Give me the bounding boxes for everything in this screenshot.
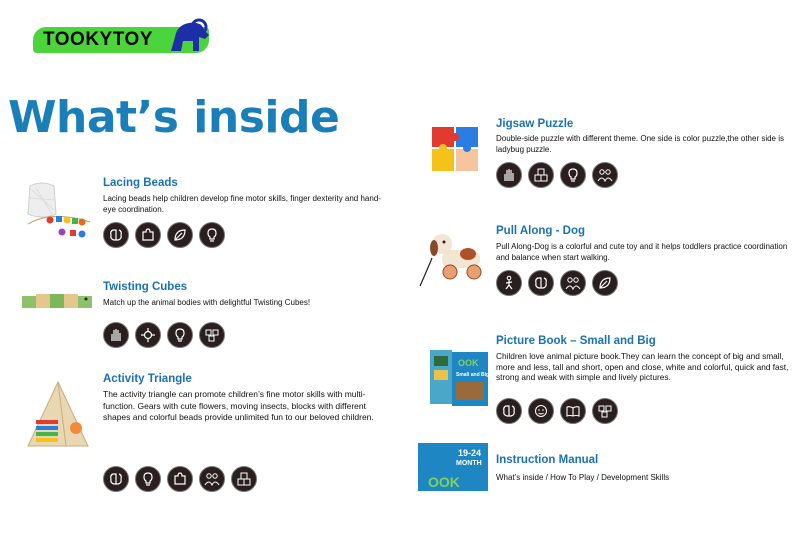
brain-icon xyxy=(496,398,522,424)
lightbulb-icon xyxy=(135,466,161,492)
lightbulb-icon xyxy=(560,162,586,188)
people-icon xyxy=(199,466,225,492)
brand-logo xyxy=(33,15,213,55)
gear-icon xyxy=(135,322,161,348)
people-icon xyxy=(560,270,586,296)
item-description: Double-side puzzle with different theme. One side is color puzzle,the other side is ladybug puzzle. xyxy=(496,134,785,154)
leaf-icon xyxy=(167,222,193,248)
item-title: Jigsaw Puzzle xyxy=(496,118,574,130)
skill-icons xyxy=(496,398,618,424)
book-cover-subtitle: Small and Big xyxy=(456,372,490,378)
hand-icon xyxy=(496,162,522,188)
item-title: Picture Book – Small and Big xyxy=(496,335,656,347)
item-description: Pull Along-Dog is a colorful and cute toy and it helps toddlers practice coordination and balance when start walking. xyxy=(496,242,788,262)
pull-along-dog-image xyxy=(418,228,488,288)
activity-triangle-image xyxy=(26,380,90,450)
leaf-icon xyxy=(592,270,618,296)
abc-icon xyxy=(592,398,618,424)
brain-icon xyxy=(103,466,129,492)
blocks-icon xyxy=(528,162,554,188)
lightbulb-icon xyxy=(199,222,225,248)
brain-icon xyxy=(103,222,129,248)
abc-icon xyxy=(199,322,225,348)
skill-icons xyxy=(103,466,257,492)
blocks-icon xyxy=(231,466,257,492)
book-cover-brand: OOK xyxy=(458,358,479,368)
lacing-beads-image xyxy=(22,180,94,240)
item-description: The activity triangle can promote children’s fine motor skills with multi-function. Gears with cute flowers, moving insects, blocks with different shapes and colorful beads provide unlimited fun to our beloved children. xyxy=(103,389,374,422)
manual-age-unit: MONTH xyxy=(456,460,482,467)
people-icon xyxy=(592,162,618,188)
brain-icon xyxy=(528,270,554,296)
skill-icons xyxy=(103,322,225,348)
walk-icon xyxy=(496,270,522,296)
item-title: Activity Triangle xyxy=(103,373,192,385)
skill-icons xyxy=(496,162,618,188)
twisting-cubes-image xyxy=(20,288,96,314)
item-description: Children love animal picture book.They can learn the concept of big and small, more and less, tall and short, open and close, white and colorful, quick and fast, strong and weak with simple and lively pictures. xyxy=(496,351,789,382)
jigsaw-puzzle-image xyxy=(430,125,480,173)
logo-text: TOOKYTOY xyxy=(43,29,153,50)
face-icon xyxy=(528,398,554,424)
puzzle-icon xyxy=(135,222,161,248)
manual-age: 19-24 xyxy=(458,448,482,458)
manual-brand: OOK xyxy=(428,474,460,490)
item-title: Pull Along - Dog xyxy=(496,225,586,237)
item-title: Instruction Manual xyxy=(496,454,599,466)
page-title: What’s inside xyxy=(8,92,340,143)
book-icon xyxy=(560,398,586,424)
item-description: Lacing beads help children develop fine motor skills, finger dexterity and hand-eye coordination. xyxy=(103,194,381,214)
item-title: Twisting Cubes xyxy=(103,281,188,293)
item-description: Match up the animal bodies with delightful Twisting Cubes! xyxy=(103,298,311,307)
puzzle-icon xyxy=(167,466,193,492)
ram-logo-icon xyxy=(165,15,213,53)
skill-icons xyxy=(103,222,225,248)
hand-icon xyxy=(103,322,129,348)
lightbulb-icon xyxy=(167,322,193,348)
item-description: What’s inside / How To Play / Development Skills xyxy=(496,473,670,482)
instruction-manual-image xyxy=(418,443,488,491)
skill-icons xyxy=(496,270,618,296)
item-title: Lacing Beads xyxy=(103,177,178,189)
picture-book-image xyxy=(428,346,490,408)
